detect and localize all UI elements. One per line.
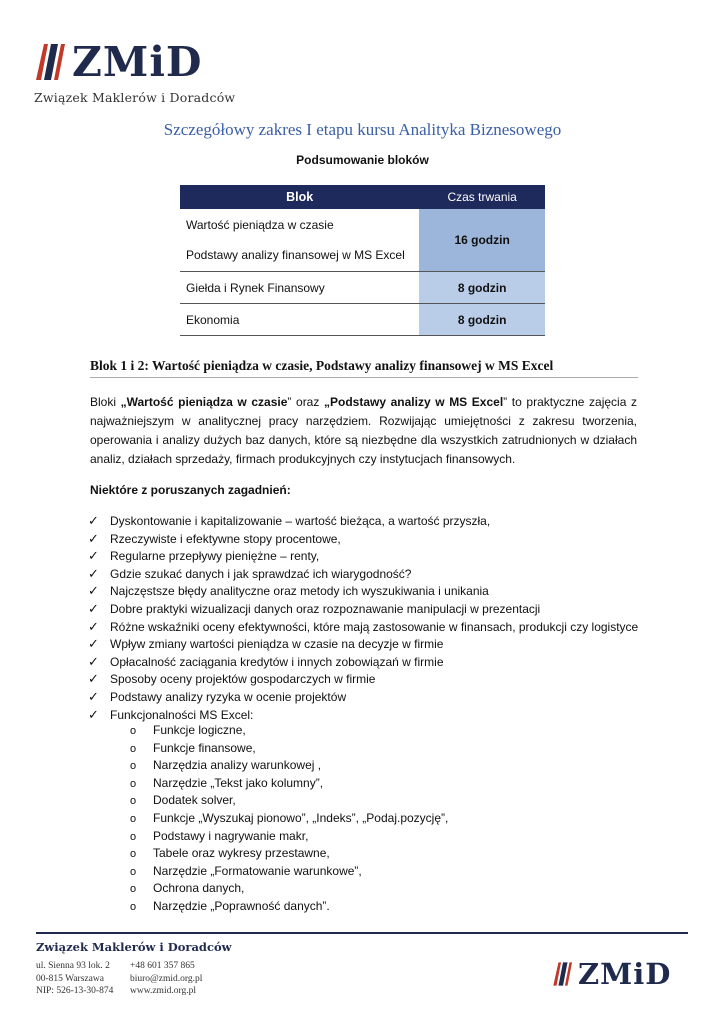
- topic-text: Podstawy analizy ryzyka w ocenie projektów: [110, 689, 347, 704]
- topic-text: Funkcjonalności MS Excel:: [110, 707, 254, 722]
- topic-text: Rzeczywiste i efektywne stopy procentowe,: [110, 531, 341, 546]
- check-icon: ✓: [88, 636, 99, 652]
- excel-feature-text: Podstawy i nagrywanie makr,: [153, 828, 309, 843]
- check-icon: ✓: [88, 600, 99, 616]
- table-row: [180, 272, 545, 304]
- excel-feature-text: Tabele oraz wykresy przestawne,: [153, 846, 330, 861]
- footer-contact: [130, 960, 202, 998]
- topic-text: Dyskontowanie i kapitalizowanie – wartość bieżąca, a wartość przyszła,: [110, 514, 491, 528]
- circle-bullet-icon: o: [130, 725, 137, 737]
- circle-bullet-icon: o: [130, 900, 137, 913]
- check-icon: ✓: [88, 530, 99, 546]
- excel-feature-item: [130, 810, 448, 828]
- check-icon: ✓: [88, 548, 99, 564]
- para-text: Bloki: [90, 395, 121, 409]
- excel-feature-text: Narzędzie „Formatowanie warunkowe”,: [153, 863, 362, 878]
- footer-address-line: NIP: 526-13-30-874: [36, 986, 114, 996]
- summary-heading: Podsumowanie bloków: [296, 153, 429, 167]
- excel-feature-item: [130, 863, 448, 881]
- circle-bullet-icon: o: [130, 742, 137, 755]
- footer-address: [36, 960, 113, 998]
- topic-text: Wpływ zmiany wartości pieniądza w czasie na decyzje w firmie: [110, 637, 444, 652]
- check-icon: ✓: [88, 706, 99, 722]
- circle-bullet-icon: o: [130, 830, 137, 843]
- circle-bullet-icon: o: [130, 848, 137, 861]
- check-icon: ✓: [88, 565, 99, 581]
- topic-item: [88, 565, 638, 583]
- excel-feature-text: Narzędzie „Tekst jako kolumny”,: [153, 775, 324, 790]
- logo-subtitle: Związek Maklerów i Doradców: [34, 90, 236, 105]
- topics-heading: Niektóre z poruszanych zagadnień:: [90, 483, 291, 497]
- table-row: [180, 304, 545, 336]
- logo-mark-icon: [34, 42, 68, 82]
- topic-item: [88, 547, 638, 565]
- footer-org-name: Związek Maklerów i Doradców: [36, 940, 232, 954]
- topic-item: [88, 706, 638, 724]
- footer-divider: [36, 932, 688, 934]
- footer-logo-text: ZMiD: [578, 957, 672, 991]
- topic-text: Opłacalność zaciągania kredytów i innych zobowiązań w firmie: [110, 654, 444, 669]
- footer-website[interactable]: www.zmid.org.pl: [130, 986, 196, 996]
- footer-phone: +48 601 357 865: [130, 961, 195, 971]
- footer-logo: [552, 958, 671, 990]
- check-icon: ✓: [88, 653, 99, 669]
- circle-bullet-icon: o: [130, 883, 137, 896]
- excel-feature-text: Funkcje logiczne,: [153, 723, 246, 737]
- topic-item: [88, 582, 638, 600]
- footer-email[interactable]: biuro@zmid.org.pl: [130, 973, 203, 984]
- excel-feature-text: Dodatek solver,: [153, 793, 236, 808]
- footer-address-line: 00-815 Warszawa: [36, 973, 104, 984]
- excel-feature-item: [130, 828, 448, 846]
- excel-feature-text: Ochrona danych,: [153, 881, 245, 896]
- para-text: ” oraz: [287, 395, 324, 409]
- intro-paragraph: [90, 393, 637, 469]
- topic-item: [88, 635, 638, 653]
- check-icon: ✓: [88, 671, 99, 687]
- header-logo: [34, 40, 202, 84]
- check-icon: ✓: [88, 513, 99, 528]
- excel-feature-text: Narzędzie „Poprawność danych”.: [153, 898, 330, 913]
- topic-item: [88, 618, 638, 636]
- block-name: Giełda i Rynek Finansowy: [180, 272, 419, 304]
- document-title: Szczegółowy zakres I etapu kursu Analityka Biznesowego: [163, 120, 562, 139]
- excel-feature-item: [130, 740, 448, 758]
- topic-item: [88, 600, 638, 618]
- circle-bullet-icon: o: [130, 865, 137, 878]
- excel-feature-text: Funkcje finansowe,: [153, 740, 256, 755]
- topic-text: Sposoby oceny projektów gospodarczych w firmie: [110, 672, 376, 687]
- block-name: Wartość pieniądza w czasie: [186, 218, 334, 232]
- topic-item: [88, 688, 638, 706]
- topic-text: Gdzie szukać danych i jak sprawdzać ich wiarygodność?: [110, 566, 412, 581]
- excel-features-list: [130, 722, 448, 916]
- section-heading: Blok 1 i 2: Wartość pieniądza w czasie, Podstawy analizy finansowej w MS Excel: [90, 358, 638, 378]
- column-header-block: Blok: [180, 185, 419, 209]
- circle-bullet-icon: o: [130, 812, 137, 825]
- excel-feature-text: Narzędzia analizy warunkowej ,: [153, 758, 322, 773]
- circle-bullet-icon: o: [130, 795, 137, 808]
- excel-feature-item: [130, 792, 448, 810]
- duration-cell: 8 godzin: [419, 304, 545, 336]
- block-name: Podstawy analizy finansowej w MS Excel: [186, 248, 405, 262]
- duration-cell: 16 godzin: [419, 209, 545, 272]
- column-header-duration: Czas trwania: [419, 185, 545, 209]
- topic-item: [88, 653, 638, 671]
- excel-feature-item: [130, 722, 448, 740]
- para-bold: „Podstawy analizy w MS Excel: [323, 395, 504, 409]
- topic-text: Regularne przepływy pieniężne – renty,: [110, 549, 320, 564]
- logo-mark-icon: [552, 960, 574, 988]
- excel-feature-item: [130, 775, 448, 793]
- excel-feature-item: [130, 757, 448, 775]
- excel-feature-item: [130, 845, 448, 863]
- topic-item: [88, 670, 638, 688]
- block-name: Ekonomia: [180, 304, 419, 336]
- logo-text: ZMiD: [72, 38, 203, 86]
- table-row: [180, 209, 545, 272]
- topic-item: [88, 530, 638, 548]
- topic-text: Dobre praktyki wizualizacji danych oraz rozpoznawanie manipulacji w prezentacji: [110, 601, 541, 616]
- blocks-summary-table: [180, 185, 545, 336]
- block-name-cell: [180, 209, 419, 272]
- excel-feature-text: Funkcje „Wyszukaj pionowo”, „Indeks”, „Podaj.pozycję”,: [153, 810, 449, 825]
- topic-text: Najczęstsze błędy analityczne oraz metody ich wyszukiwania i unikania: [110, 584, 489, 599]
- check-icon: ✓: [88, 583, 99, 599]
- circle-bullet-icon: o: [130, 777, 137, 790]
- circle-bullet-icon: o: [130, 760, 137, 773]
- topic-item: [88, 512, 638, 530]
- para-bold: „Wartość pieniądza w czasie: [120, 395, 288, 409]
- excel-feature-item: [130, 898, 448, 916]
- duration-cell: 8 godzin: [419, 272, 545, 304]
- check-icon: ✓: [88, 618, 99, 634]
- footer-address-line: ul. Sienna 93 lok. 2: [36, 961, 110, 971]
- para-text: ” to praktyczne zajęcia z najważniejszym w analitycznej pracy narzędziem. Rozwijając umiejętności z zakresu tworzenia, operowania i analizy dużych baz danych, które są niezbędne dla wszystkich zatrudnionych w działach analiz, działach sprzedaży, firmach produkcyjnych czy instytucjach finansowych.: [90, 395, 638, 466]
- excel-feature-item: [130, 880, 448, 898]
- topic-text: Różne wskaźniki oceny efektywności, które mają zastosowanie w finansach, produkcji czy logistyce: [110, 619, 639, 634]
- topics-list: [88, 512, 638, 723]
- check-icon: ✓: [88, 688, 99, 704]
